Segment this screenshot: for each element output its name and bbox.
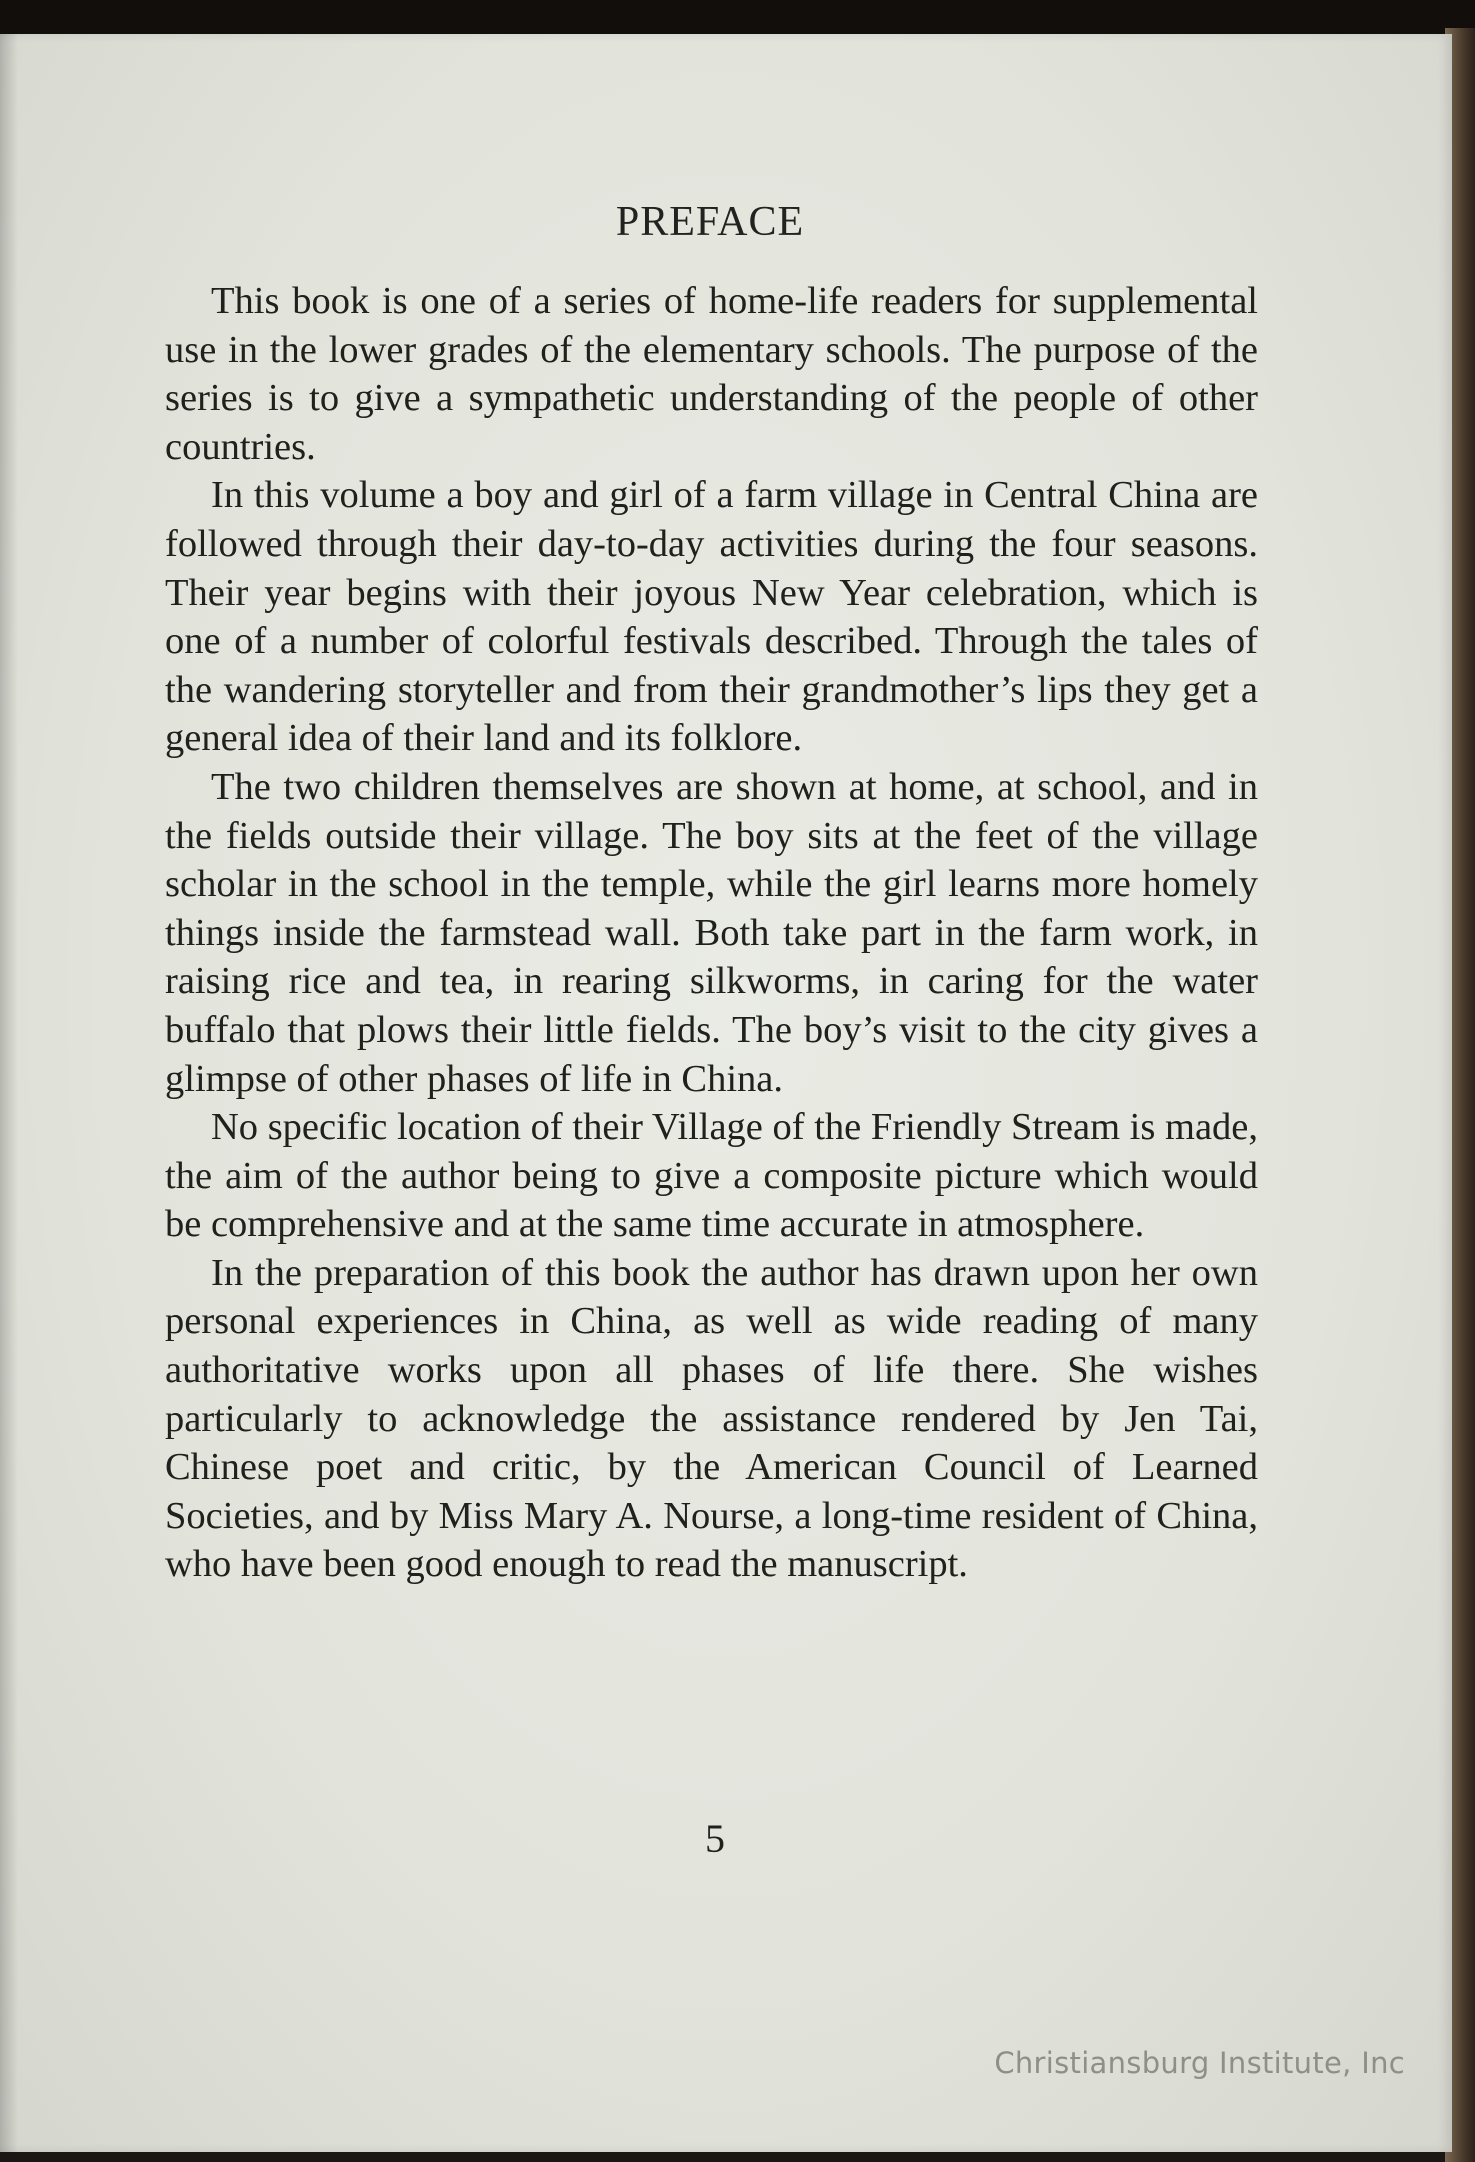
page-number: 5 bbox=[705, 1816, 725, 1861]
paragraph-2: In this volume a boy and girl of a farm village in Central China are followed through their day-to-day activities during the four seasons. Their year begins with their joyous New Year celebration, which is one of a number of colorful festivals described. Through the tales of the wandering storyteller and from their grandmother’s lips they get a general idea of their land and its folklore. bbox=[165, 474, 1258, 760]
paragraph-4: No specific location of their Village of the Friendly Stream is made, the aim of the author being to give a composite picture which would be comprehensive and at the same time accurate in atmosphere. bbox=[165, 1106, 1258, 1246]
paragraph-5: In the preparation of this book the author has drawn upon her own personal experiences in China, as well as wide reading of many authoritative works upon all phases of life there. She wishes particularly to acknowledge the assistance rendered by Jen Tai, Chinese poet and critic, by the American Council of Learned Societies, and by Miss Mary A. Nourse, a long-time resident of China, who have been good enough to read the manuscript. bbox=[165, 1251, 1258, 1586]
watermark: Christiansburg Institute, Inc bbox=[994, 2046, 1405, 2080]
preface-body bbox=[165, 277, 1258, 1589]
paragraph-3: The two children themselves are shown at home, at school, and in the fields outside their village. The boy sits at the feet of the village scholar in the school in the temple, while the girl learns more homely things inside the farmstead wall. Both take part in the farm work, in raising rice and tea, in rearing silkworms, in caring for the water buffalo that plows their little fields. The boy’s visit to the city gives a glimpse of other phases of life in China. bbox=[165, 765, 1258, 1100]
paragraph-1: This book is one of a series of home-life readers for supplemental use in the lower grades of the elementary schools. The purpose of the series is to give a sympathetic understanding of the people of other countries. bbox=[165, 280, 1258, 468]
page-title: PREFACE bbox=[615, 199, 805, 245]
